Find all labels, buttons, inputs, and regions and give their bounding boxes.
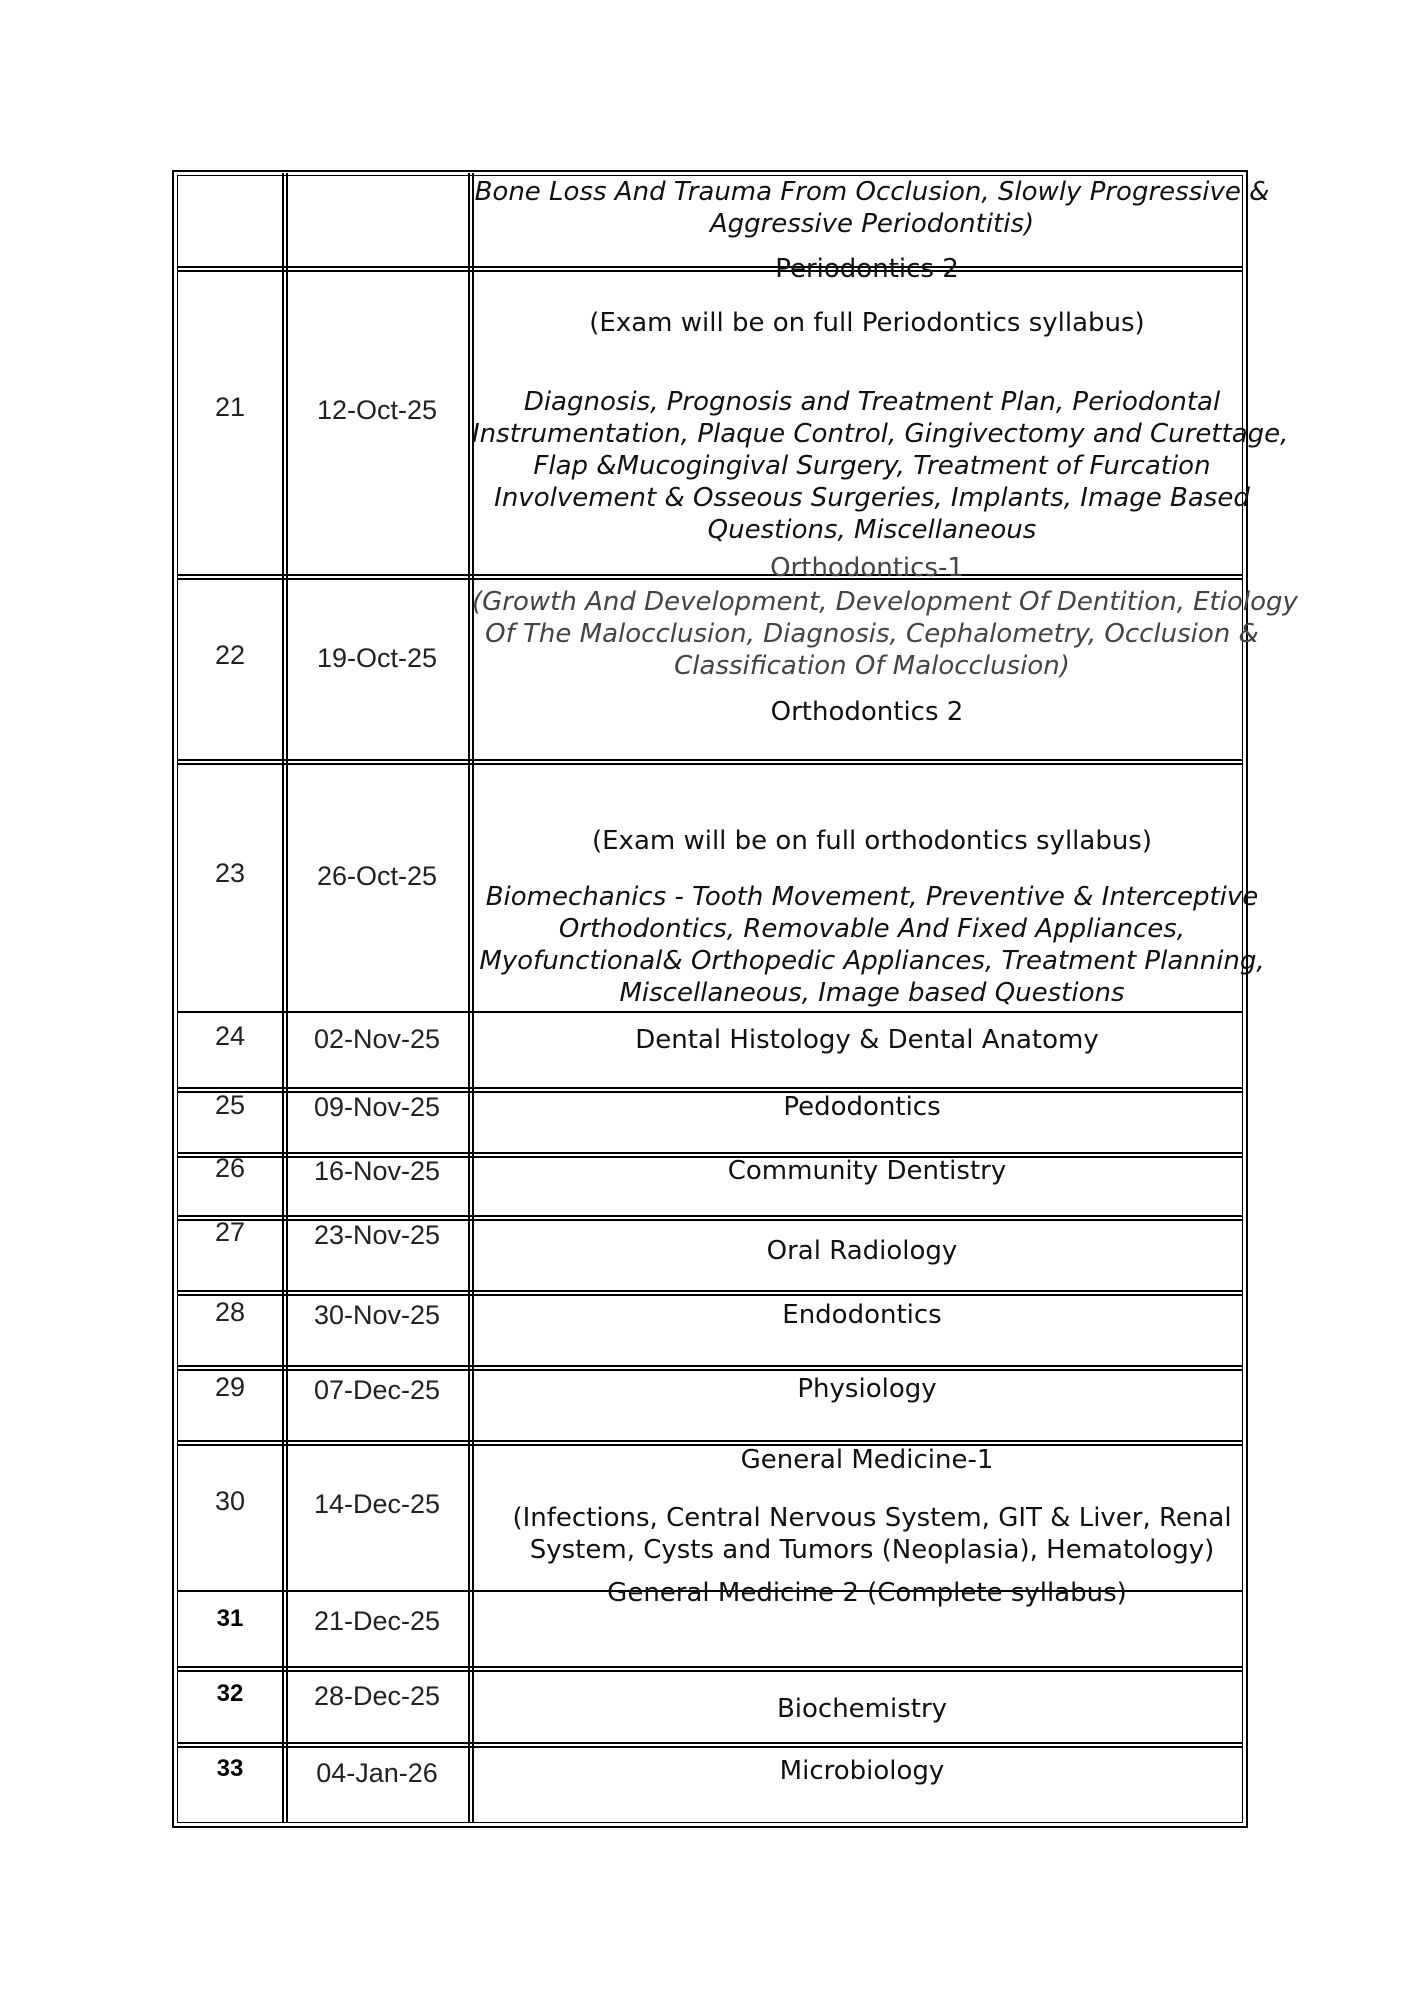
row-date: 09-Nov-25 xyxy=(313,1092,441,1122)
row-divider xyxy=(177,1365,1243,1367)
row-note: (Exam will be on full orthodontics syllabus) xyxy=(591,826,1152,856)
row-date: 21-Dec-25 xyxy=(313,1606,441,1636)
row-divider xyxy=(177,1742,1243,1744)
row-date: 02-Nov-25 xyxy=(313,1024,441,1054)
row-divider xyxy=(177,1290,1243,1292)
row-number: 28 xyxy=(214,1297,246,1327)
description-line: Instrumentation, Plaque Control, Gingivectomy and Curettage, xyxy=(472,419,1289,449)
description-line: Of The Malocclusion, Diagnosis, Cephalometry, Occlusion & xyxy=(485,619,1259,649)
column-divider xyxy=(468,173,470,1823)
row-date: 14-Dec-25 xyxy=(313,1489,441,1519)
row-date: 19-Oct-25 xyxy=(316,643,438,673)
row-description xyxy=(472,586,1298,682)
row-divider xyxy=(177,1670,1243,1672)
row-number: 25 xyxy=(214,1090,246,1120)
row-description xyxy=(472,176,1272,240)
row-date: 23-Nov-25 xyxy=(313,1220,441,1250)
row-number: 31 xyxy=(216,1605,244,1632)
row-number: 27 xyxy=(214,1217,246,1247)
description-line: Involvement & Osseous Surgeries, Implants, Image Based xyxy=(494,483,1250,513)
row-date: 04-Jan-26 xyxy=(316,1758,438,1788)
row-title: Pedodontics xyxy=(783,1092,941,1122)
row-title: Orthodontics 2 xyxy=(770,697,964,727)
row-date: 07-Dec-25 xyxy=(313,1375,441,1405)
row-number: 33 xyxy=(216,1755,244,1782)
row-number: 30 xyxy=(214,1486,246,1516)
row-date: 30-Nov-25 xyxy=(313,1300,441,1330)
row-divider xyxy=(177,1440,1243,1442)
row-number: 22 xyxy=(214,640,246,670)
description-line: Myofunctional& Orthopedic Appliances, Treatment Planning, xyxy=(479,946,1265,976)
row-title: Community Dentistry xyxy=(727,1156,1007,1186)
row-number: 21 xyxy=(214,392,246,422)
row-date: 16-Nov-25 xyxy=(313,1156,441,1186)
row-title: Physiology xyxy=(797,1374,937,1404)
row-title: Endodontics xyxy=(782,1300,942,1330)
row-number: 24 xyxy=(214,1021,246,1051)
description-line: Bone Loss And Trauma From Occlusion, Slowly Progressive & xyxy=(474,177,1270,207)
description-line: Classification Of Malocclusion) xyxy=(674,651,1070,681)
row-title: Dental Histology & Dental Anatomy xyxy=(635,1025,1099,1055)
description-line: System, Cysts and Tumors (Neoplasia), Hematology) xyxy=(529,1535,1215,1565)
row-divider xyxy=(177,759,1243,761)
row-description xyxy=(472,1502,1272,1566)
row-title: Oral Radiology xyxy=(766,1236,958,1266)
row-title: Microbiology xyxy=(779,1756,945,1786)
description-line: Aggressive Periodontitis) xyxy=(709,209,1035,239)
row-number: 26 xyxy=(214,1153,246,1183)
row-divider xyxy=(177,1087,1243,1089)
row-date: 28-Dec-25 xyxy=(313,1681,441,1711)
description-line: Orthodontics, Removable And Fixed Appliances, xyxy=(558,914,1186,944)
row-divider xyxy=(177,1011,1243,1013)
description-line: Questions, Miscellaneous xyxy=(707,515,1037,545)
row-title: Orthodontics-1 xyxy=(770,553,964,583)
row-divider xyxy=(177,1666,1243,1668)
description-line: Diagnosis, Prognosis and Treatment Plan, Periodontal xyxy=(523,387,1221,417)
description-line: Biomechanics - Tooth Movement, Preventive & Interceptive xyxy=(485,882,1259,912)
description-line: Miscellaneous, Image based Questions xyxy=(619,978,1125,1008)
row-divider xyxy=(177,1369,1243,1371)
row-date: 12-Oct-25 xyxy=(316,395,438,425)
row-number: 29 xyxy=(214,1372,246,1402)
row-divider xyxy=(177,1152,1243,1154)
row-date: 26-Oct-25 xyxy=(316,861,438,891)
row-title: Periodontics 2 xyxy=(775,254,959,284)
row-divider xyxy=(177,1294,1243,1296)
row-note: (Exam will be on full Periodontics syllabus) xyxy=(589,308,1145,338)
row-title: General Medicine 2 (Complete syllabus) xyxy=(607,1578,1127,1608)
description-line: (Infections, Central Nervous System, GIT & Liver, Renal xyxy=(512,1503,1232,1533)
row-number: 32 xyxy=(216,1680,244,1707)
row-number: 23 xyxy=(214,858,246,888)
row-title: General Medicine-1 xyxy=(740,1445,994,1475)
row-description xyxy=(472,386,1289,546)
row-divider xyxy=(177,763,1243,765)
description-line: (Growth And Development, Development Of Dentition, Etiology xyxy=(472,587,1298,617)
row-divider xyxy=(177,1215,1243,1217)
description-line: Flap &Mucogingival Surgery, Treatment of Furcation xyxy=(533,451,1211,481)
row-description xyxy=(472,881,1272,1009)
row-title: Biochemistry xyxy=(776,1694,948,1724)
column-divider xyxy=(282,173,284,1823)
row-divider xyxy=(177,1746,1243,1748)
